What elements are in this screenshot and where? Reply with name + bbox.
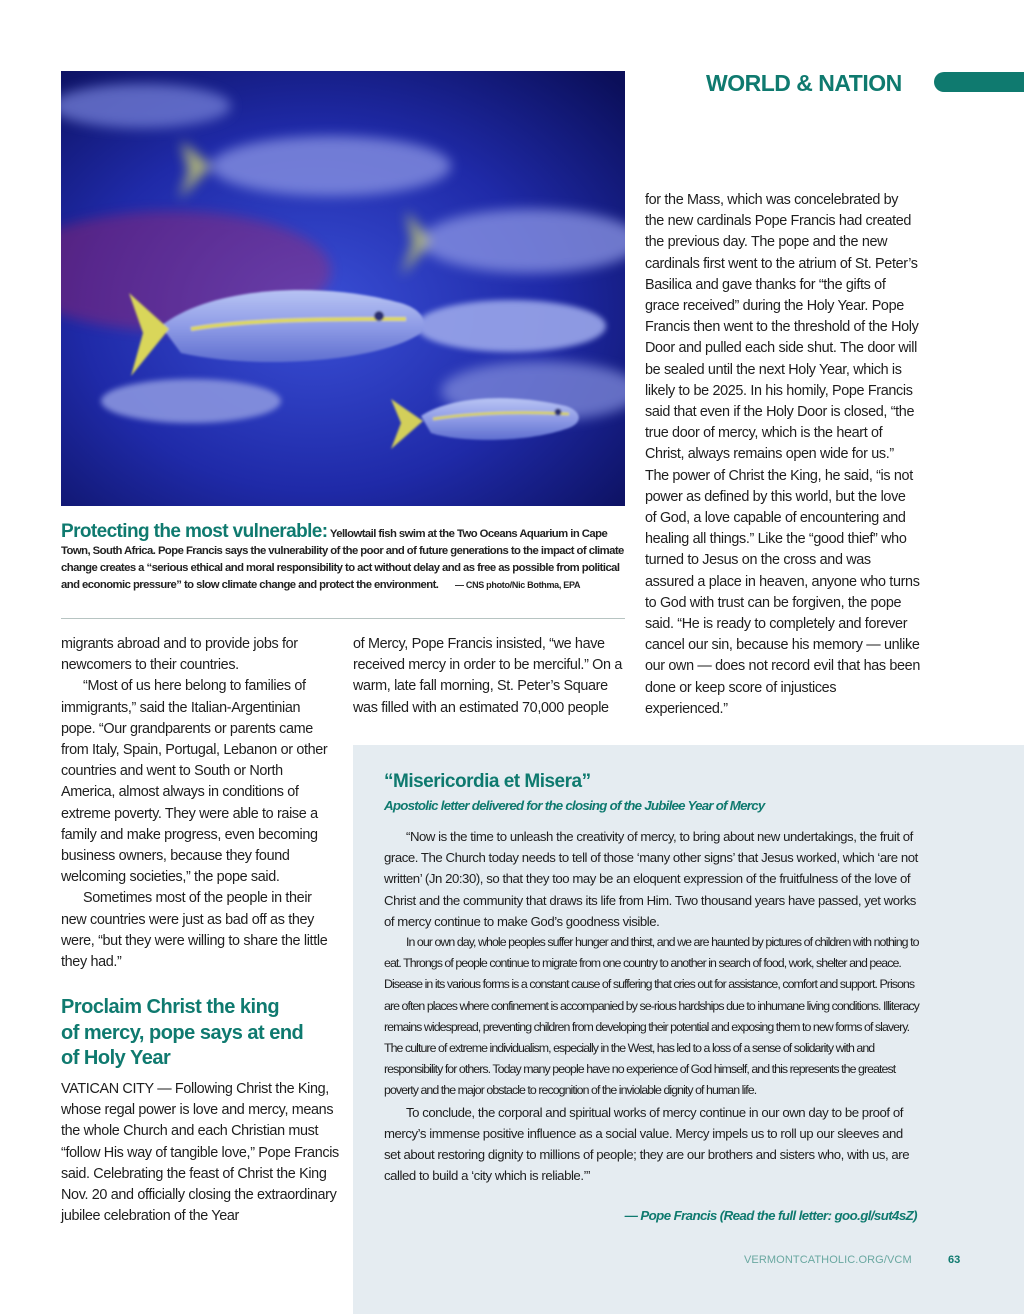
article-paragraph: “Most of us here belong to families of immigrants,” said the Italian-Argentinian pope. “Our grandparents or parents came from Italy, Spain, Portugal, Lebanon or other countries and went to South or North America, almost always in conditions of extreme poverty. They were able to raise a family and make progress, even becoming business owners, because they found welcoming societies,” the pope said. bbox=[61, 678, 328, 886]
sidebar-paragraph: “Now is the time to unleash the creativity of mercy, to bring about new undertakings, the fruit of grace. The Church today needs to tell of those ‘many other signs’ that Jesus worked, which ‘are not written’ (Jn 20:30), so that they too may be an eloquent expression of the fruitfulness of the love of Christ and the community that draws its life from Him. Two thousand years have passed, yet works of mercy continue to make God’s goodness visible. bbox=[384, 829, 918, 929]
sidebar-paragraph: In our own day, whole peoples suffer hunger and thirst, and we are haunted by pictures of children with nothing to eat. Throngs of people continue to migrate from one country to another in search of food, work, shelter and peace. Disease in its various forms is a constant cause of suffering that cries out for assistance, comfort and support. Prisons are often places where confinement is accompanied by se-rious hardships due to inhumane living conditions. Illiteracy remains widespread, preventing children from developing their potential and exposing them to new forms of slavery. The culture of extreme individualism, especially in the West, has led to a loss of a sense of solidarity with and responsibility for others. Today many people have no experience of God himself, and this represents the greatest poverty and the major obstacle to recognition of the inviolable dignity of human life. bbox=[384, 935, 919, 1098]
article-paragraph: migrants abroad and to provide jobs for newcomers to their countries. bbox=[61, 636, 298, 674]
article-column-1 bbox=[61, 634, 329, 973]
caption-title: Protecting the most vulnerable: bbox=[61, 521, 328, 542]
article-paragraph: VATICAN CITY — Following Christ the King, whose regal power is love and mercy, means the whole Church and each Christian must “follow His way of tangible love,” Pope Francis said. Celebrating the feast of Christ the King Nov. 20 and officially closing the extraordinary jubilee celebration of the Year bbox=[61, 1081, 339, 1225]
sidebar-body bbox=[384, 826, 919, 1186]
photo-caption bbox=[61, 523, 627, 594]
caption-divider bbox=[61, 618, 625, 619]
headline-line: of Holy Year bbox=[61, 1047, 171, 1069]
section-tab-marker bbox=[934, 72, 1024, 92]
sidebar-paragraph: To conclude, the corporal and spiritual works of mercy continue in our own day to be proof of mercy’s immense positive influence as a social value. Mercy impels us to roll up our sleeves and set about restoring dignity to millions of people; they are our brothers and sisters who, with us, are called to build a ‘city which is reliable.’” bbox=[384, 1104, 910, 1184]
article-paragraph: for the Mass, which was concelebrated by the new cardinals Pope Francis had created the previous day. The pope and the new cardinals first went to the atrium of St. Peter’s Basilica and gave thanks for “the gifts of grace received” during the Holy Year. Pope Francis then went to the threshold of the Holy Door and pulled each side shut. The door will be sealed until the next Holy Year, which is likely to be 2025. In his homily, Pope Francis said that even if the Holy Door is closed, “the true door of mercy, which is the heart of Christ, always remains open wide for us.” The power of Christ the King, he said, “is not power as defined by this world, but the love of God, a love capable of encountering and healing all things.” Like the “good thief” who turned to Jesus on the cross and was assured a place in heaven, anyone who turns to God with trust can be forgiven, the pope said. “He is ready to completely and forever cancel our sin, because his memory — unlike our own — does not record evil that has been done or keep score of injustices experienced.” bbox=[645, 192, 920, 717]
article-paragraph: of Mercy, Pope Francis insisted, “we have received mercy in order to be merciful.” On a warm, late fall morning, St. Peter’s Square was filled with an estimated 70,000 people bbox=[353, 636, 622, 716]
footer-url: VERMONTCATHOLIC.ORG/VCM bbox=[744, 1254, 912, 1266]
article-paragraph: Sometimes most of the people in their new countries were just as bad off as they were, “but they were willing to share the little they had.” bbox=[61, 890, 328, 971]
article-column-1-lower bbox=[61, 1079, 339, 1227]
article-headline bbox=[61, 995, 341, 1072]
article-column-3 bbox=[645, 190, 920, 720]
sidebar-signature: — Pope Francis (Read the full letter: goo.gl/sut4sZ) bbox=[624, 1208, 917, 1223]
article-column-2 bbox=[353, 634, 623, 719]
photo-credit: — CNS photo/Nic Bothma, EPA bbox=[454, 580, 581, 590]
sidebar-subtitle: Apostolic letter delivered for the closing of the Jubilee Year of Mercy bbox=[384, 798, 765, 813]
caption-text: Yellowtail fish swim at the Two Oceans Aquarium in Cape Town, South Africa. Pope Francis says the vulnerability of the poor and of future generations to the impact of climate change creates a “serious ethical and moral responsibility to act without delay and as free as possible from political and economic pressure” to slow climate change and protect the environment. bbox=[61, 528, 624, 591]
page-number: 63 bbox=[948, 1254, 961, 1266]
headline-line: of mercy, pope says at end bbox=[61, 1021, 304, 1044]
headline-line: Proclaim Christ the king bbox=[61, 996, 280, 1018]
sidebar-title: “Misericordia et Misera” bbox=[384, 771, 591, 792]
section-label: WORLD & NATION bbox=[706, 70, 902, 96]
fish-photo bbox=[61, 71, 625, 506]
